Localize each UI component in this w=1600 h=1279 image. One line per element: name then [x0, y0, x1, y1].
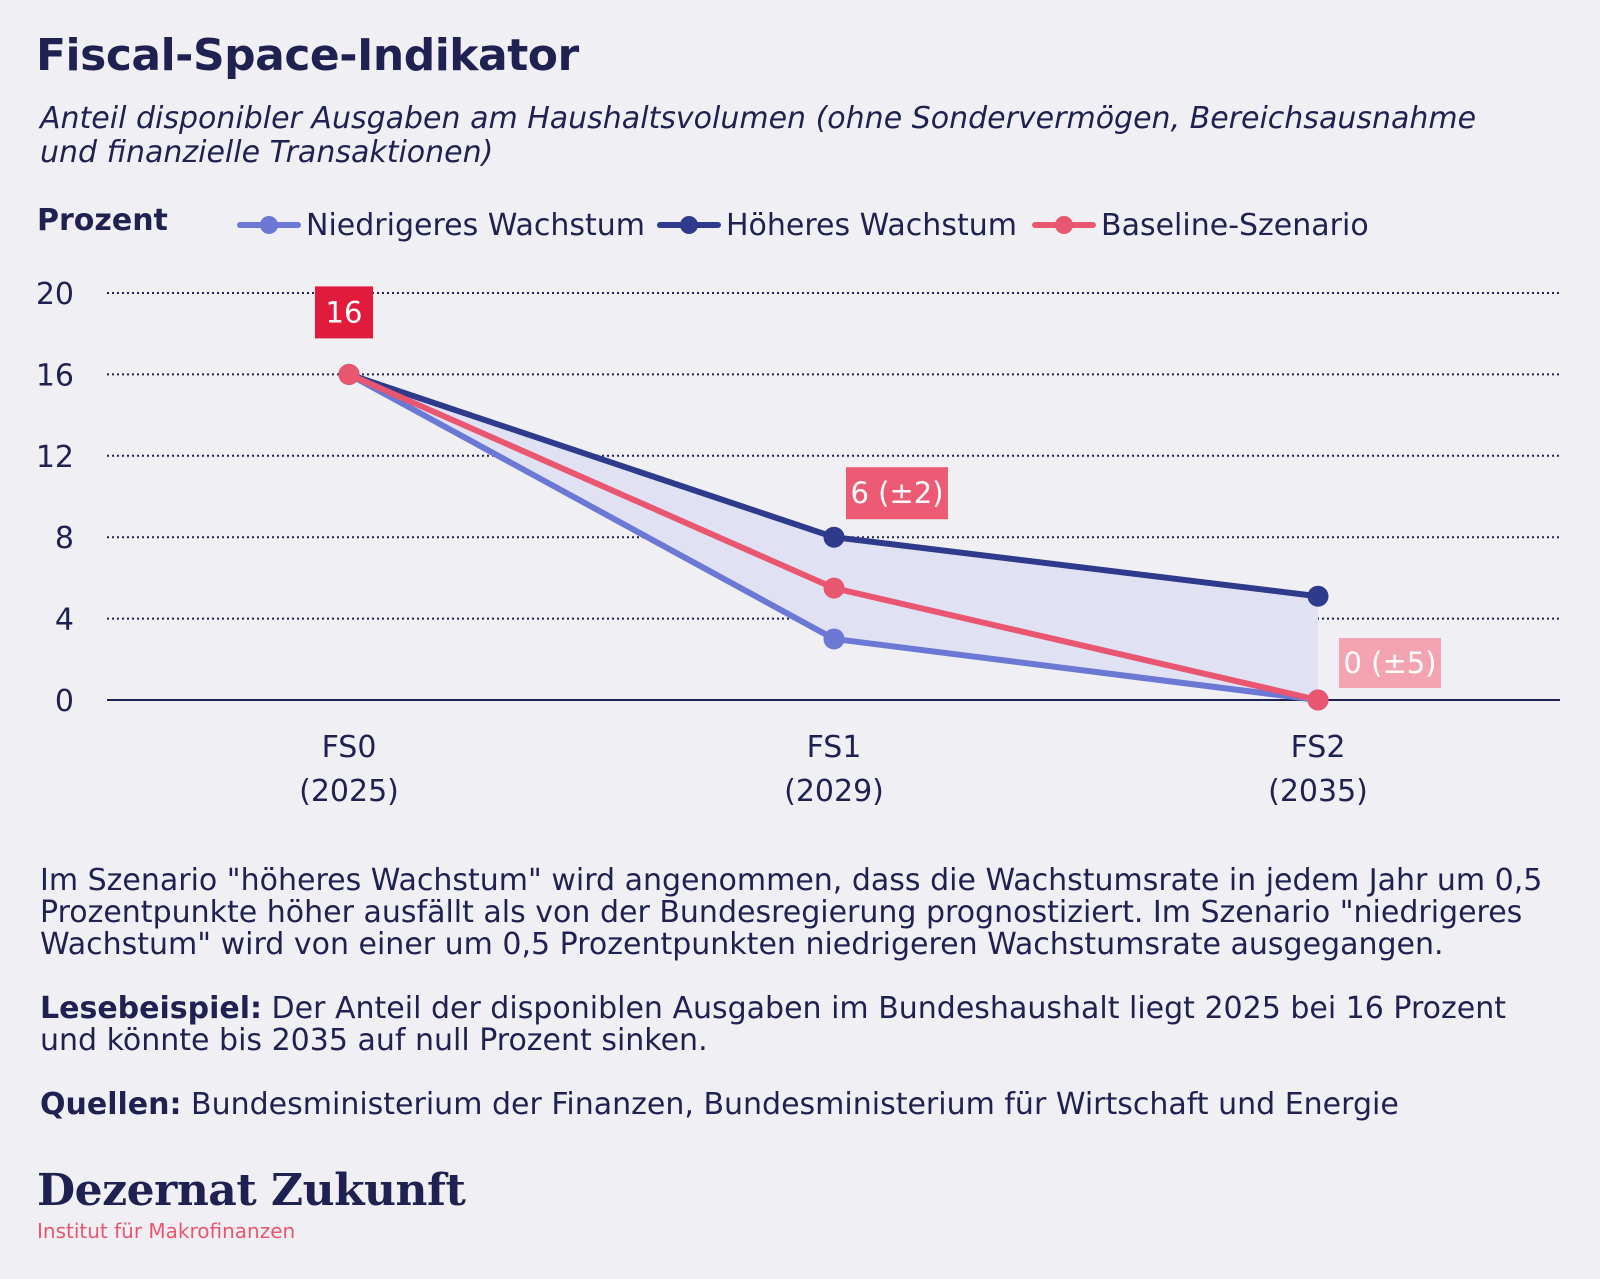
sources-text: Bundesministerium der Finanzen, Bundesministerium für Wirtschaft und Energie: [181, 1087, 1399, 1122]
y-axis-label: Prozent: [37, 203, 168, 238]
reading-example: [40, 993, 1570, 1057]
sources-label: Quellen:: [40, 1087, 182, 1122]
legend-marker-2: [1055, 216, 1073, 234]
y-tick-label: 0: [54, 684, 74, 719]
x-tick-label: FS1: [806, 730, 862, 765]
y-tick-label: 16: [35, 358, 74, 394]
y-tick-label: 12: [35, 439, 74, 475]
reading-example-text: Der Anteil der disponiblen Ausgaben im Bundeshaushalt liegt 2025 bei 16 Prozent und könnte bis 2035 auf null Prozent sinken.: [40, 991, 1507, 1058]
x-tick-label: FS0: [321, 730, 377, 765]
sources: [40, 1089, 1570, 1121]
data-point-0-1: [824, 628, 845, 649]
data-point-1-2: [1308, 586, 1329, 607]
legend-marker-0: [260, 216, 278, 234]
logo-tagline: Institut für Makrofinanzen: [37, 1219, 296, 1243]
x-tick-label: (2025): [299, 774, 399, 809]
data-point-1-1: [824, 527, 845, 548]
y-tick-label: 8: [54, 521, 74, 557]
legend-label-1: Höheres Wachstum: [726, 208, 1017, 243]
y-tick-label: 20: [35, 277, 74, 312]
logo: Dezernat Zukunft: [37, 1165, 466, 1216]
x-tick-label: (2035): [1268, 774, 1368, 809]
y-tick-label: 4: [54, 602, 74, 638]
legend-label-2: Baseline-Szenario: [1101, 208, 1369, 243]
annotation-label-0: 16: [325, 295, 363, 330]
data-point-2-1: [824, 578, 845, 599]
line-chart: [0, 190, 1600, 820]
reading-example-label: Lesebeispiel:: [40, 991, 263, 1026]
x-tick-label: (2029): [784, 774, 884, 809]
legend-label-0: Niedrigeres Wachstum: [306, 208, 646, 243]
chart-subtitle: Anteil disponibler Ausgaben am Haushaltsvolumen (ohne Sondervermögen, Bereichsausnahme und finanzielle Transaktionen): [40, 101, 1477, 170]
notes: [40, 865, 1570, 1153]
annotation-label-1: 6 (±2): [850, 476, 944, 511]
data-point-2-2: [1308, 690, 1329, 711]
data-point-2-0: [339, 364, 360, 385]
legend-marker-1: [680, 216, 698, 234]
annotation-label-2: 0 (±5): [1343, 646, 1437, 680]
x-tick-label: FS2: [1290, 730, 1346, 765]
chart-title: Fiscal-Space-Indikator: [36, 30, 579, 81]
scenario-note: Im Szenario "höheres Wachstum" wird angenommen, dass die Wachstumsrate in jedem Jahr um 0,5 Prozentpunkte höher ausfällt als von der Bundesregierung prognostiziert. Im Szenario "niedrigeres Wachstum" wird von einer um 0,5 Prozentpunkten niedrigeren Wachstumsrate ausgegangen.: [40, 863, 1543, 962]
